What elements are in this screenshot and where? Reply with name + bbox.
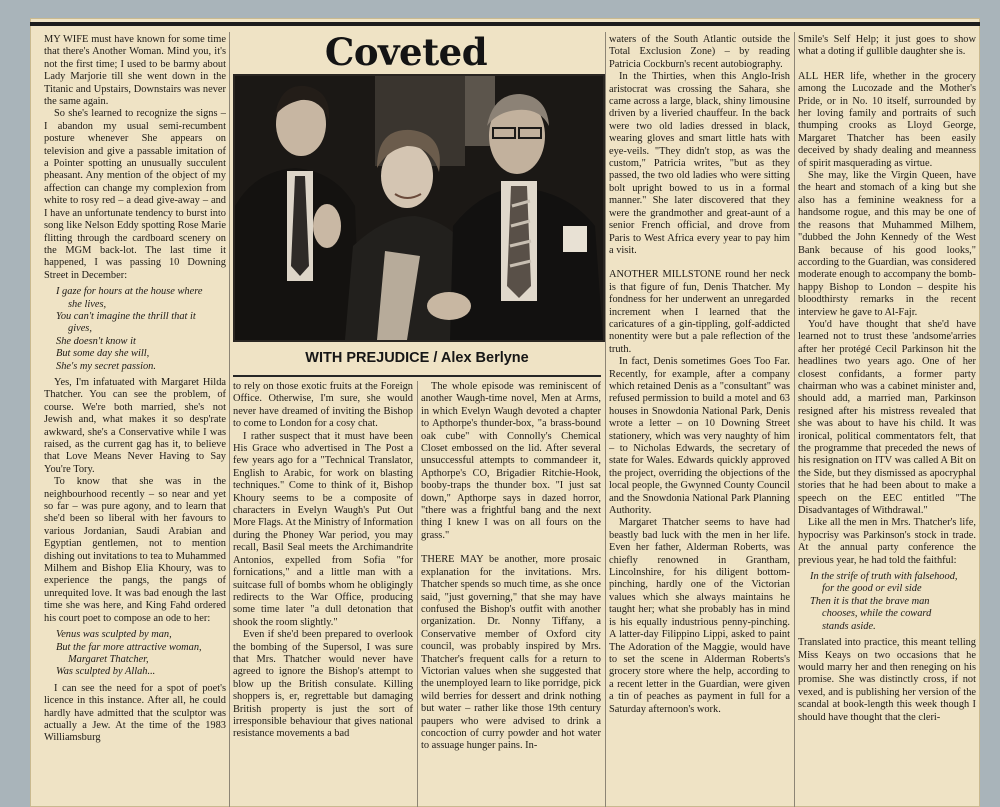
verse-quote [44,629,226,679]
paragraph: She may, like the Virgin Queen, have the heart and stomach of a king but she also has a feminine weakness for a handsome rogue, and this may be one of the reasons that Muhammed Milhem, "dubbed the John Kennedy of the West Bank because of his good looks," according to the Guardian, was considered moderate enough to accompany the bomb-happy Bishop to London – despite his bloodthirsty remarks in the recent interview he gave to Al-Fajr. [798,170,976,318]
photo-of-three-people [233,74,605,342]
verse-quote [44,286,226,373]
paragraph: waters of the South Atlantic outside the Total Exclusion Zone) – by reading Patricia Cockburn's recent autobiography. [609,34,790,70]
verse-line: But the far more attractive woman, [56,641,202,653]
verse-line: Then it is that the brave man [810,595,930,607]
verse-line: chooses, while the coward [822,608,932,620]
verse-line: You can't imagine the thrill that it [56,310,196,322]
verse-line: I gaze for hours at the house where [56,286,203,298]
photo-image [235,76,603,340]
column-divider [605,32,606,807]
verse-line: In the strife of truth with falsehood, [810,571,958,583]
paragraph: To know that she was in the neighbourhood recently – so near and yet so far – was pure agony, and to learn that she'd been so liberal with her favours to various Jordanian, Saudi Arabian and Egyptian gentlemen, not to mention dishing out invitations to tea to Muhammed Milhem and Bishop Elia Khoury, was to experience the pangs, the pangs of unrequited love. It was bad enough the last time she was here, and King Fahd ordered his court poet to compose an ode to her: [44,476,226,624]
paragraph: THERE MAY be another, more prosaic explanation for the invitations. Mrs. Thatcher spends so much time, as she once said, "just governing," that she may have confused the Bishop's outfit with another organization. Dr. Nonny Tiffany, a Conservative member of Oxford city council, was probably inspired by Mrs. Thatcher's frequent calls for a return to Victorian values when she suggested that the unemployed learn to like porridge, pick wild berries for dessert and drink nothing but water – rather like those 19th century paupers who were advised to drink a concoction of curry powder and hot water to assuage hunger pains. In- [421,554,601,752]
top-rule [30,22,980,26]
verse-line: Was sculpted by Allah... [56,666,156,678]
column-5 [798,34,976,807]
paragraph: to rely on those exotic fruits at the Foreign Office. Otherwise, I'm sure, she would never have dreamed of inviting the Bishop to come to London for a cosy chat. [233,381,413,430]
verse-line: Margaret Thatcher, [68,653,149,665]
paragraph: The whole episode was reminiscent of another Waugh-time novel, Men at Arms, in which Evelyn Waugh devoted a chapter to Apthorpe's thunder-box, "a brass-bound oak cube" with Connolly's Chemical Closet embossed on the lid. After several unsuccessful attempts to commandeer it, Apthorpe's CO, Brigadier Ritchie-Hook, booby-traps the thunder box. "I just sat down," Apthorpe says in dazed horror, "there was a frightful bang and the next thing I knew I was on all fours on the grass." [421,381,601,541]
paragraph: In the Thirties, when this Anglo-Irish aristocrat was crossing the Sahara, she came across a large, black, shiny limousine driven by a liveried chauffeur. In the back were two old ladies dressed in black, wearing gloves and smart little hats with eye-veils. "They didn't stop, as was the custom," Patricia writes, "but as they passed, the two old ladies who were sitting bolt upright bowed to us in a formal manner." She later discovered that they were the grandmother and great-aunt of a senior French official, and drove from Paris to West Africa every year to pay him a visit. [609,71,790,256]
newspaper-clipping [30,18,980,807]
paragraph: ANOTHER MILLSTONE round her neck is that figure of fun, Denis Thatcher. My fondness for her underwent an unregarded increment when I learned that the caricatures of a gin-tippling, golf-addicted nonentity were but a pale reflection of the truth. [609,269,790,355]
paragraph: Like all the men in Mrs. Thatcher's life, hypocrisy was Parkinson's stock in trade. At the annual party conference the previous year, he had told the faithful: [798,517,976,566]
column-4 [609,34,790,807]
paragraph: In fact, Denis sometimes Goes Too Far. Recently, for example, after a company which retained Denis as a "consultant" was refused permission to build a motel and 63 houses in Snowdonia National Park, Denis wrote a letter – on 10 Downing Street stationery, which was very naughty of him – to Nicholas Edwards, the secretary of state for Wales. Edwards quickly approved the project, overriding the objections of the local people, the Gwynned County Council and the Snowdonia National Park Planning Authority. [609,356,790,517]
paragraph: Translated into practice, this meant telling Miss Keays on two occasions that he would marry her and then reneging on his promise. She was distinctly cross, if not vexed, and is publishing her version of the scandal at book-length this week though I should have thought that the cleri- [798,637,976,723]
paragraph: MY WIFE must have known for some time that there's Another Woman. Mind you, it's not the first time; I used to be barmy about Lady Marjorie till she went down in the Titanic and Upstairs, Downstairs was never the same again. [44,34,226,108]
verse-line: gives, [68,323,92,335]
verse-line: She's my secret passion. [56,360,156,372]
byline: WITH PREJUDICE / Alex Berlyne [305,350,529,366]
verse-line: for the good or evil side [822,583,922,595]
column-divider [229,32,230,807]
verse-line: But some day she will, [56,348,150,360]
verse-line: she lives, [68,298,107,310]
verse-line: She doesn't know it [56,335,136,347]
verse-line: Venus was sculpted by man, [56,629,172,641]
paragraph: Smile's Self Help; it just goes to show what a doting if gullible daughter she is. [798,34,976,58]
paragraph: I rather suspect that it must have been His Grace who advertised in The Post a few years ago for a "Technical Translator, English to Arabic, for work on blasting techniques." Come to think of it, Bishop Khoury seems to be a composite of characters in Evelyn Waugh's Put Out More Flags. At the Ministry of Information during the Phoney War period, you may recall, Basil Seal meets the Archimandrite Antonios, expelled from Sofia "for fornications," and a little man with a suitcase full of bombs whom he obligingly redirects to the War Office, producing some time later "a dull detonation that shook the room slightly." [233,430,413,628]
column-divider [417,381,418,807]
headline: Coveted [324,30,488,74]
verse-quote [798,571,976,633]
byline-rule [233,375,601,377]
column-1 [44,34,226,807]
paragraph: ALL HER life, whether in the grocery among the Lucozade and the Mother's Pride, or in No. 10 itself, surrounded by her loving family and portraits of such thumping crooks as Lloyd George, Margaret Thatcher has been easily deceived by shady dealing and meanness of spirit masquerading as virtue. [798,70,976,169]
paragraph: Margaret Thatcher seems to have had beastly bad luck with the men in her life. Even her father, Alderman Roberts, was chiefly renowned in Grantham, Lincolnshire, for his diligent bottom-pinching, hardly one of the Victorian values which she always maintains he taught her; what she probably has in mind is his equally industrious penny-pinching. A latter-day Filippino Lippi, asked to paint The Adoration of the Maggie, would have to set the scene in Alderman Roberts's grocery store where the help, according to a recent letter in the Guardian, were given a tin of peaches as payment in full for a Saturday afternoon's work. [609,517,790,715]
column-divider [794,32,795,807]
paragraph: You'd have thought that she'd have learned not to trust these 'andsome'arries after her protégé Cecil Parkinson hit the headlines two years ago. One of her closest confidants, a former party chairman who was a cabinet minister and, should add, a married man, Parkinson resigned after his mistress revealed that she was about to have his child. It was ironical, political commentators felt, that the programme that preceded the news of his resignation on ITV was called A Bit on the Side, but they dismissed as apocryphal stories that he had been about to make a speech on the EEC entitled "The Disadvantages of Withdrawal." [798,318,976,517]
paragraph: Yes, I'm infatuated with Margaret Hilda Thatcher. You can see the problem, of course. We're both married, she's not Jewish and, what makes it so desp'rate awkward, she's a Conservative while I was raised, as the current gag has it, to believe that Love Means Never Having to Say You're Tory. [44,376,226,475]
column-2 [233,381,413,807]
paragraph: So she's learned to recognize the signs – I abandon my usual semi-recumbent posture whenever She appears on television and give a passable imitation of a Pointer spotting an unusually succulent pheasant. Any mention of the object of my affection can change my complexion from white to rosy red – a dead give-away – and I have an unfortunate tendency to burst into song like Nelson Eddy spotting Rose Marie flitting through the cardboard scenery on the MGM back-lot. The last time it happened, I was passing 10 Downing Street in December: [44,108,226,281]
verse-line: stands aside. [822,620,876,632]
paragraph: I can see the need for a spot of poet's licence in this instance. After all, he could hardly have admitted that the sculptor was actually a Jew. At the time of the 1983 Williamsburg [44,682,226,744]
paragraph: Even if she'd been prepared to overlook the bombing of the Supersol, I was sure that Mrs. Thatcher would never have agreed to ignore the Bishop's attempt to blow up the British consulate. Killing shoppers is, er, regrettable but damaging British property is just the sort of irresponsible behaviour that gives national resistance movements a bad [233,629,413,740]
column-3 [421,381,601,807]
